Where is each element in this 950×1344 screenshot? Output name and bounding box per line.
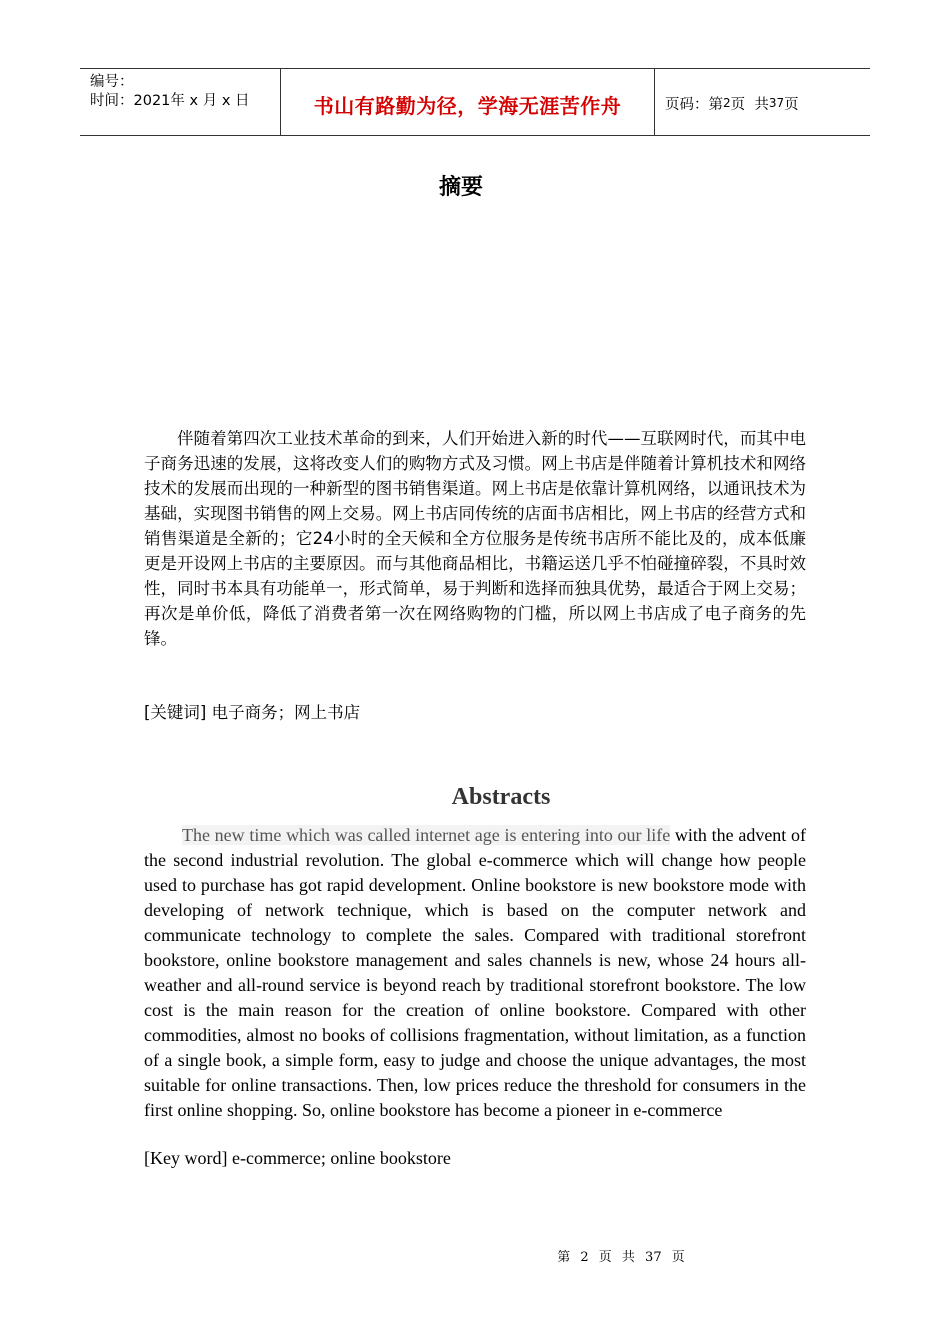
page-end: 页	[784, 96, 799, 113]
time-line	[90, 92, 280, 111]
page-total: 37	[768, 96, 785, 110]
en-abstract-text	[144, 823, 806, 1123]
page-header	[80, 68, 870, 136]
time-date: 年 x 月 x 日	[170, 93, 250, 109]
page-number: 2	[723, 96, 731, 110]
time-year: 2021	[133, 93, 171, 109]
cn-abstract-title: 摘要	[438, 175, 483, 200]
header-page-info	[655, 69, 870, 135]
en-keywords: [Key word] e-commerce; online bookstore	[144, 1148, 451, 1168]
page-footer: 第 2 页 共 37 页	[557, 1250, 685, 1265]
header-motto: 书山有路勤为径，学海无涯苦作舟	[281, 69, 655, 135]
en-abstract-rest: with the advent of the second industrial revolution. The global e-commerce which will change how people used to purchase has got rapid development. Online bookstore is new bookstore mode with developing of network technique, which is based on the computer network and communicate technology to complete the sales. Compared with traditional storefront bookstore, online bookstore management and sales channels is new, whose 24 hours all-weather and all-round service is beyond reach by traditional storefront bookstore. The low cost is the main reason for the creation of online bookstore. Compared with other commodities, almost no books of collisions fragmentation, without limitation, as a function of a single book, a simple form, easy to judge and choose the unique advantages, the most suitable for online transactions. Then, low prices reduce the threshold for consumers in the first online shopping. So, online bookstore has become a pioneer in e-commerce	[144, 825, 806, 1120]
cn-keywords: [关键词] 电子商务；网上书店	[144, 703, 361, 722]
cn-abstract-text: 伴随着第四次工业技术革命的到来，人们开始进入新的时代——互联网时代，而其中电子商务迅速的发展，这将改变人们的购物方式及习惯。网上书店是伴随着计算机技术和网络技术的发展而出现的一种新型的图书销售渠道。网上书店是依靠计算机网络，以通讯技术为基础，实现图书销售的网上交易。网上书店同传统的店面书店相比，网上书店的经营方式和销售渠道是全新的；它24小时的全天候和全方位服务是传统书店所不能比及的，成本低廉更是开设网上书店的主要原因。而与其他商品相比，书籍运送几乎不怕碰撞碎裂，不具时效性，同时书本具有功能单一，形式简单，易于判断和选择而独具优势，最适合于网上交易；再次是单价低，降低了消费者第一次在网络购物的门槛，所以网上书店成了电子商务的先锋。	[144, 429, 806, 648]
number-label: 编号：	[90, 74, 134, 90]
en-abstract-highlight: The new time which was called internet age is entering into our life	[182, 825, 671, 845]
header-meta	[80, 69, 281, 135]
en-abstract-title: Abstracts	[451, 784, 551, 810]
page-mid: 页 共	[730, 96, 769, 113]
page-label: 页码：第	[665, 96, 723, 113]
time-label: 时间：	[90, 93, 134, 109]
